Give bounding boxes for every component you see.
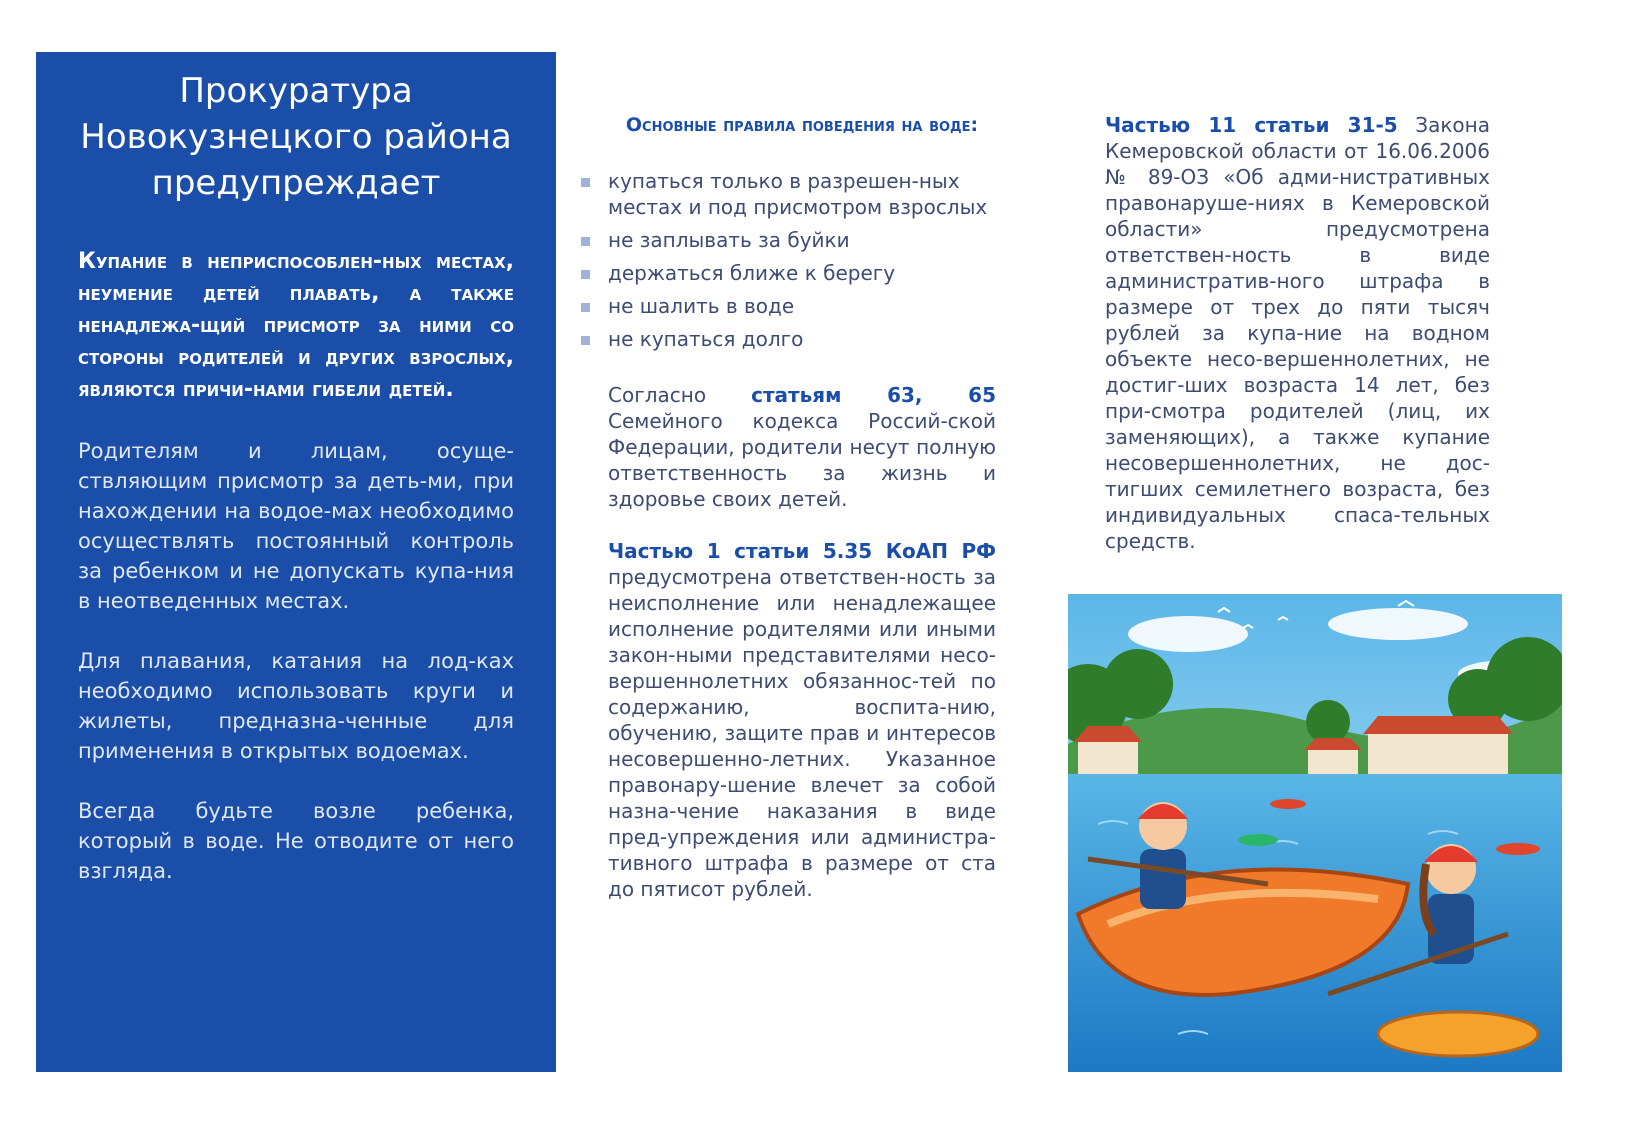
list-item <box>608 168 996 220</box>
family-prefix: Согласно <box>608 383 707 407</box>
rule-text: купаться только в разрешен-ных местах и под присмотром взрослых <box>608 169 988 219</box>
rule-text: не шалить в воде <box>608 294 795 318</box>
koap-article: Частью 1 статьи 5.35 КоАП РФ <box>608 539 996 563</box>
middle-column <box>608 112 996 928</box>
warning-text: Купание в неприспособлен-ных местах, неумение детей плавать, а также ненадлежа-щий присмотр за ними со стороны родителей и других взрослых, являются причи-нами гибели детей. <box>78 249 514 402</box>
family-rest: Семейного кодекса Россий-ской Федерации, родители несут полную ответственность за жизнь и здоровье своих детей. <box>608 409 996 511</box>
bullet-icon <box>581 270 590 279</box>
title-line-3: предупреждает <box>151 163 441 203</box>
right-column <box>1105 112 1490 554</box>
list-item <box>608 260 996 286</box>
list-item <box>608 293 996 319</box>
illustration-svg <box>1068 594 1562 1072</box>
rule-text: не заплывать за буйки <box>608 228 850 252</box>
supervision-paragraph: Родителям и лицам, осуще-ствляющим присмотр за деть-ми, при нахождении на водое-мах необходимо осуществлять постоянный контроль за ребенком и не допускать купа-ния в неотведенных местах. <box>78 439 514 613</box>
bullet-icon <box>581 336 590 345</box>
title-line-2: Новокузнецкого района <box>80 117 512 157</box>
rules-list <box>608 168 996 352</box>
paddleboard <box>1378 1012 1538 1056</box>
page-title <box>78 68 514 206</box>
title-line-1: Прокуратура <box>179 71 413 111</box>
koap-rest: предусмотрена ответствен-ность за неисполнение или ненадлежащее исполнение родителями или иными закон-ными представителями несо-вершеннолетних обязаннос-тей по содержанию, воспита-нию, обучению, защите прав и интересов несовершенно-летних. Указанное правонару-шение влечет за собой назна-чение наказания в виде пред-упреждения или администра-тивного штрафа в размере от ста до пятисот рублей. <box>608 565 996 901</box>
kids-boating-illustration <box>1068 594 1562 1072</box>
equipment-paragraph: Для плавания, катания на лод-ках необходимо использовать круги и жилеты, предназна-ченные для применения в открытых водоемах. <box>78 649 514 763</box>
bullet-icon <box>581 178 590 187</box>
family-code-paragraph <box>608 382 996 512</box>
rule-text: держаться ближе к берегу <box>608 261 896 285</box>
rules-title: Основные правила поведения на воде: <box>625 114 979 136</box>
attention-paragraph: Всегда будьте возле ребенка, который в воде. Не отводите от него взгляда. <box>78 799 514 883</box>
left-panel <box>36 52 556 1072</box>
list-item <box>608 227 996 253</box>
bullet-icon <box>581 303 590 312</box>
rule-text: не купаться долго <box>608 327 804 351</box>
family-articles: статьям 63, 65 <box>751 383 996 407</box>
list-item <box>608 326 996 352</box>
bullet-icon <box>581 237 590 246</box>
koap-paragraph <box>608 538 996 902</box>
regional-law-article: Частью 11 статьи 31-5 <box>1105 113 1398 137</box>
regional-law-text: Закона Кемеровской области от 16.06.2006 № 89-ОЗ «Об адми-нистративных правонаруше-ниях в Кемеровской области» предусмотрена ответствен-ность в виде административ-ного штрафа в размере от трех до пяти тысяч рублей за купа-ние на водном объекте несо-вершеннолетних, не достиг-ших возраста 14 лет, без при-смотра родителей (лиц, их заменяющих), а также купание несовершеннолетних, не дос-тигших семилетнего возраста, без индивидуальных спаса-тельных средств. <box>1105 113 1490 553</box>
